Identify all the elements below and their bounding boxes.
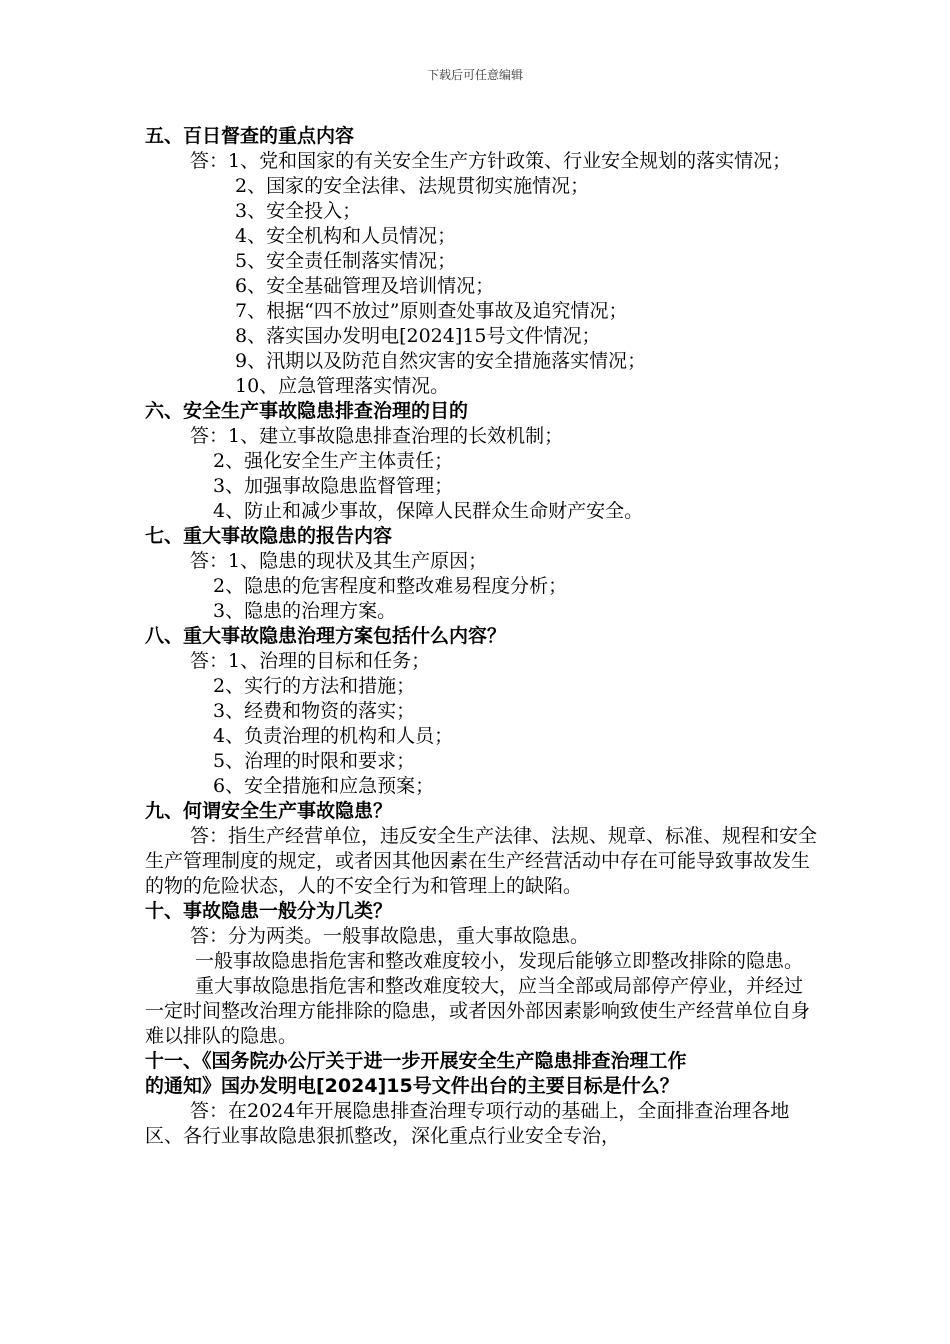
section-5-item: 3、安全投入； bbox=[235, 200, 362, 222]
section-heading-9: 九、何谓安全生产事故隐患？ bbox=[145, 800, 393, 822]
section-7-item: 2、隐患的危害程度和整改难易程度分析； bbox=[213, 575, 568, 597]
section-8-item: 3、经费和物资的落实； bbox=[213, 700, 416, 722]
section-5-item: 4、安全机构和人员情况； bbox=[235, 225, 457, 247]
section-6-item: 4、防止和减少事故，保障人民群众生命财产安全。 bbox=[213, 500, 644, 522]
section-5-item: 8、落实国办发明电[2024]15号文件情况； bbox=[235, 325, 601, 347]
section-6-item: 3、加强事故隐患监督管理； bbox=[213, 475, 454, 497]
document-body bbox=[145, 124, 817, 1149]
section-5-answer: 答：1、党和国家的有关安全生产方针政策、行业安全规划的落实情况； bbox=[190, 150, 792, 172]
section-5-item: 2、国家的安全法律、法规贯彻实施情况； bbox=[235, 175, 590, 197]
section-8-item: 6、安全措施和应急预案； bbox=[213, 775, 435, 797]
section-8-item: 2、实行的方法和措施； bbox=[213, 675, 416, 697]
section-5-item: 10、应急管理落实情况。 bbox=[235, 375, 450, 397]
section-6-item: 2、强化安全生产主体责任； bbox=[213, 450, 454, 472]
section-heading-6: 六、安全生产事故隐患排查治理的目的 bbox=[145, 400, 469, 422]
section-8-item: 5、治理的时限和要求； bbox=[213, 750, 416, 772]
section-5-item: 6、安全基础管理及培训情况； bbox=[235, 275, 495, 297]
section-11-paragraph: 答：在2024年开展隐患排查治理专项行动的基础上，全面排查治理各地区、各行业事故隐患狠抓整改，深化重点行业安全专治， bbox=[145, 1100, 790, 1147]
section-heading-8: 八、重大事故隐患治理方案包括什么内容？ bbox=[145, 625, 507, 647]
section-heading-5: 五、百日督查的重点内容 bbox=[145, 125, 355, 147]
section-heading-10: 十、事故隐患一般分为几类？ bbox=[145, 900, 393, 922]
section-7-answer: 答：1、隐患的现状及其生产原因； bbox=[190, 550, 488, 572]
page-header: 下载后可任意编辑 bbox=[426, 68, 523, 82]
section-5-item: 7、根据“四不放过”原则查处事故及追究情况； bbox=[235, 300, 628, 322]
section-10-paragraph: 答：分为两类。一般事故隐患，重大事故隐患。 bbox=[190, 925, 590, 947]
section-10-paragraph: 重大事故隐患指危害和整改难度较大，应当全部或局部停产停业，并经过一定时间整改治理方能排除的隐患，或者因外部因素影响致使生产经营单位自身难以排队的隐患。 bbox=[145, 975, 811, 1047]
section-6-answer: 答：1、建立事故隐患排查治理的长效机制； bbox=[190, 425, 564, 447]
section-7-item: 3、隐患的治理方案。 bbox=[213, 600, 397, 622]
section-10-paragraph: 一般事故隐患指危害和整改难度较小，发现后能够立即整改排除的隐患。 bbox=[195, 950, 804, 972]
section-5-item: 5、安全责任制落实情况； bbox=[235, 250, 457, 272]
section-heading-7: 七、重大事故隐患的报告内容 bbox=[145, 525, 393, 547]
section-8-item: 4、负责治理的机构和人员； bbox=[213, 725, 454, 747]
section-9-paragraph: 答：指生产经营单位，违反安全生产法律、法规、规章、标准、规程和安全生产管理制度的规定，或者因其他因素在生产经营活动中存在可能导致事故发生的物的危险状态，人的不安全行为和管理上的缺陷。 bbox=[145, 825, 818, 897]
section-5-item: 9、汛期以及防范自然灾害的安全措施落实情况； bbox=[235, 350, 647, 372]
section-heading-11: 十一、《国务院办公厅关于进一步开展安全生产隐患排查治理工作 bbox=[145, 1050, 687, 1072]
section-8-answer: 答：1、治理的目标和任务； bbox=[190, 650, 431, 672]
section-heading-11-cont: 的通知》国办发明电[2024]15号文件出台的主要目标是什么？ bbox=[145, 1075, 679, 1097]
